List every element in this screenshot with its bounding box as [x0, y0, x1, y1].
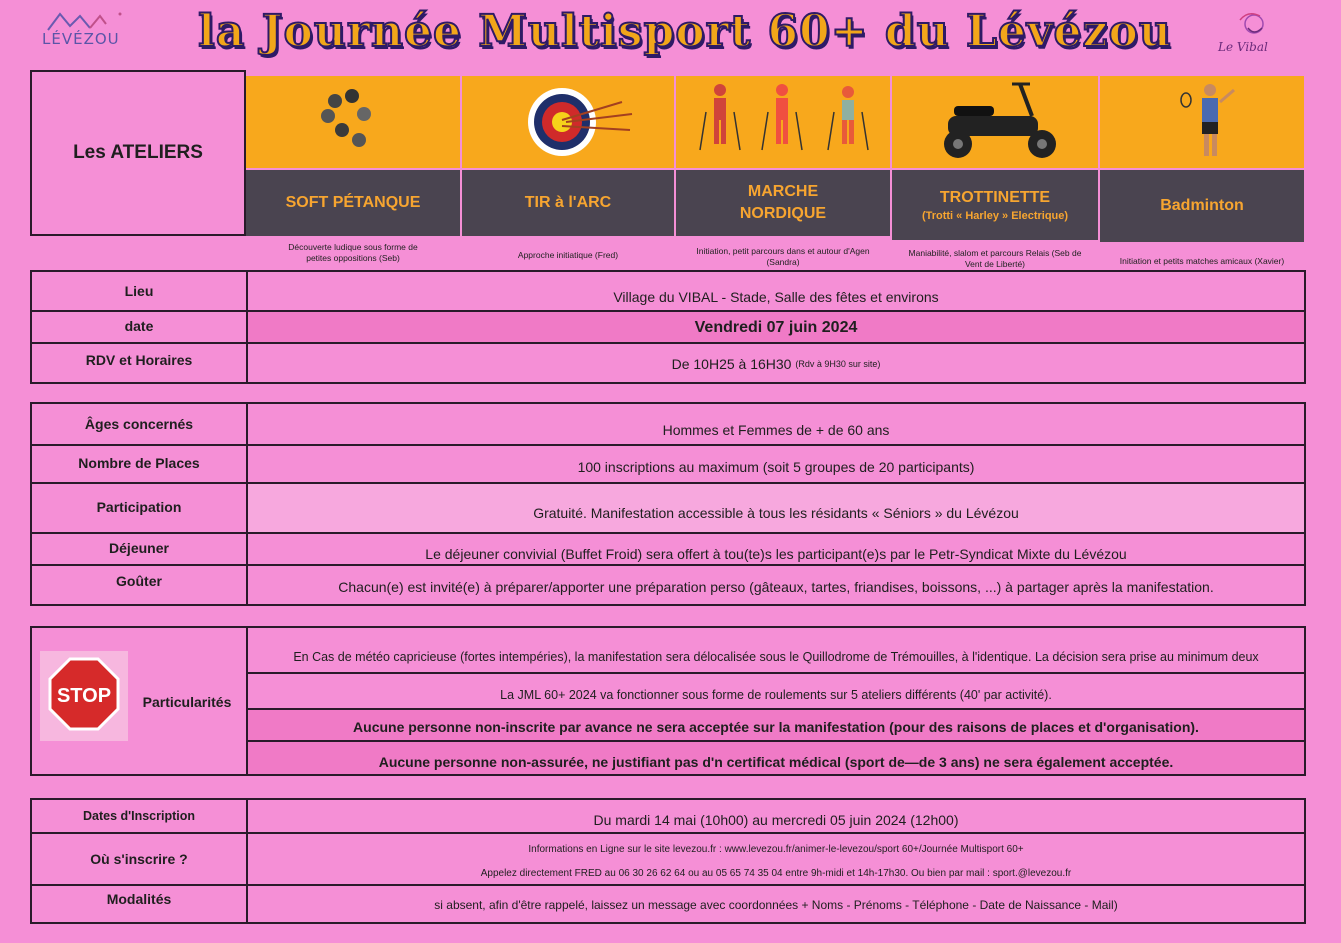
vibal-logo-text: Le Vibal: [1218, 40, 1268, 54]
nordic-walkers-icon: [676, 76, 890, 168]
rdv-label: RDV et Horaires: [85, 352, 193, 368]
infos-section: [30, 270, 1306, 384]
dejeuner-value: Le déjeuner convivial (Buffet Froid) sera offert à tou(te)s les participant(e)s par le Petr-Syndicat Mixte du Lévézou: [425, 546, 1127, 562]
ateliers-heading: Les ATELIERS: [73, 142, 203, 163]
archery-target-icon: [462, 76, 674, 168]
ateliers-heading-cell: [30, 70, 246, 236]
atelier-title: SOFT PÉTANQUE: [285, 194, 421, 211]
participation-label: Participation: [96, 499, 182, 515]
atelier-title: TIR à l'ARC: [524, 194, 612, 211]
atelier-image-2: [462, 76, 674, 168]
particularite-line: La JML 60+ 2024 va fonctionner sous forme de roulements sur 5 ateliers différents (40' par activité).: [500, 688, 1052, 702]
lieu-label: Lieu: [124, 283, 154, 299]
atelier-subtitle: (Trotti « Harley » Electrique): [921, 210, 1069, 222]
particularites-label: Particularités: [142, 694, 232, 710]
atelier-image-3: [676, 76, 890, 168]
atelier-title: MARCHE NORDIQUE: [739, 183, 827, 222]
levezou-logo: [40, 6, 130, 54]
ou-line-1: Informations en Ligne sur le site levezou.fr : www.levezou.fr/animer-le-levezou/sport 60+/Journée Multisport 60+: [528, 843, 1024, 855]
logo-text: LÉVÉZOU: [42, 30, 120, 48]
modalites-label: Modalités: [106, 891, 172, 907]
vibal-logo: [1212, 6, 1292, 62]
date-value: Vendredi 07 juin 2024: [694, 319, 858, 336]
rdv-note: (Rdv à 9H30 sur site): [795, 359, 881, 369]
vibal-logo-icon: [1212, 6, 1272, 40]
atelier-label-4: [892, 170, 1098, 240]
petanque-balls-icon: [246, 76, 460, 168]
atelier-image-4: [892, 76, 1098, 168]
atelier-description: Découverte ludique sous forme de petites oppositions (Seb): [288, 242, 418, 263]
ou-line-2: Appelez directement FRED au 06 30 26 62 64 ou au 05 65 74 35 04 entre 9h-midi et 14h-17h30. Ou bien par mail : sport.@levezou.fr: [480, 867, 1072, 879]
modalites-value: si absent, afin d'être rappelé, laissez un message avec coordonnées + Noms - Prénoms - Téléphone - Date de Naissance - Mail): [434, 898, 1118, 912]
badminton-player-icon: [1100, 76, 1304, 168]
atelier-label-1: [246, 170, 460, 236]
stop-sign: [40, 651, 128, 741]
atelier-label-3: [676, 170, 890, 236]
participation-value: Gratuité. Manifestation accessible à tous les résidants « Séniors » du Lévézou: [533, 505, 1019, 521]
electric-scooter-icon: [892, 76, 1098, 168]
atelier-image-5: [1100, 76, 1304, 168]
atelier-description: Maniabilité, slalom et parcours Relais (Seb de Vent de Liberté): [908, 248, 1082, 269]
ou-label: Où s'inscrire ?: [90, 851, 188, 867]
atelier-image-1: [246, 76, 460, 168]
atelier-description: Initiation, petit parcours dans et autour d'Agen (Sandra): [696, 246, 870, 267]
particularite-line: Aucune personne non-assurée, ne justifiant pas d'n certificat médical (sport de—de 3 ans) ne sera également acceptée.: [378, 754, 1174, 770]
ages-value: Hommes et Femmes de + de 60 ans: [662, 422, 890, 438]
atelier-label-5: [1100, 170, 1304, 242]
dates-label: Dates d'Inscription: [82, 809, 196, 823]
page-title: la Journée Multisport 60+ du Lévézou: [198, 6, 1172, 57]
date-label: date: [124, 318, 154, 334]
page-header: [0, 0, 1341, 64]
atelier-description: Initiation et petits matches amicaux (Xavier): [1119, 256, 1285, 266]
conditions-section: [30, 402, 1306, 606]
particularites-section: [30, 626, 1306, 776]
dates-value: Du mardi 14 mai (10h00) au mercredi 05 juin 2024 (12h00): [593, 812, 959, 828]
places-value: 100 inscriptions au maximum (soit 5 groupes de 20 participants): [577, 459, 975, 475]
atelier-title: Badminton: [1160, 197, 1244, 214]
particularite-line: En Cas de météo capricieuse (fortes intempéries), la manifestation sera délocalisée sous le Quillodrome de Trémouilles, à l'identique. La décision sera prise au minimum deux: [293, 650, 1259, 664]
atelier-label-2: [462, 170, 674, 236]
inscription-section: [30, 798, 1306, 924]
rdv-value: De 10H25 à 16H30 (Rdv à 9H30 sur site): [671, 356, 881, 372]
lieu-value: Village du VIBAL - Stade, Salle des fêtes et environs: [613, 289, 939, 305]
particularite-line: Aucune personne non-inscrite par avance ne sera acceptée sur la manifestation (pour des raisons de places et d'organisation).: [353, 719, 1199, 735]
gouter-label: Goûter: [116, 573, 162, 589]
stop-text: STOP: [56, 685, 112, 707]
gouter-value: Chacun(e) est invité(e) à préparer/apporter une préparation perso (gâteaux, tartes, friandises, boissons, ...) à partager après la manifestation.: [338, 579, 1214, 595]
stop-icon: [40, 651, 128, 741]
atelier-description: Approche initiatique (Fred): [517, 250, 619, 260]
places-label: Nombre de Places: [78, 455, 200, 471]
atelier-title: TROTTINETTE: [939, 189, 1051, 206]
ages-label: Âges concernés: [84, 416, 194, 432]
dejeuner-label: Déjeuner: [109, 540, 169, 556]
